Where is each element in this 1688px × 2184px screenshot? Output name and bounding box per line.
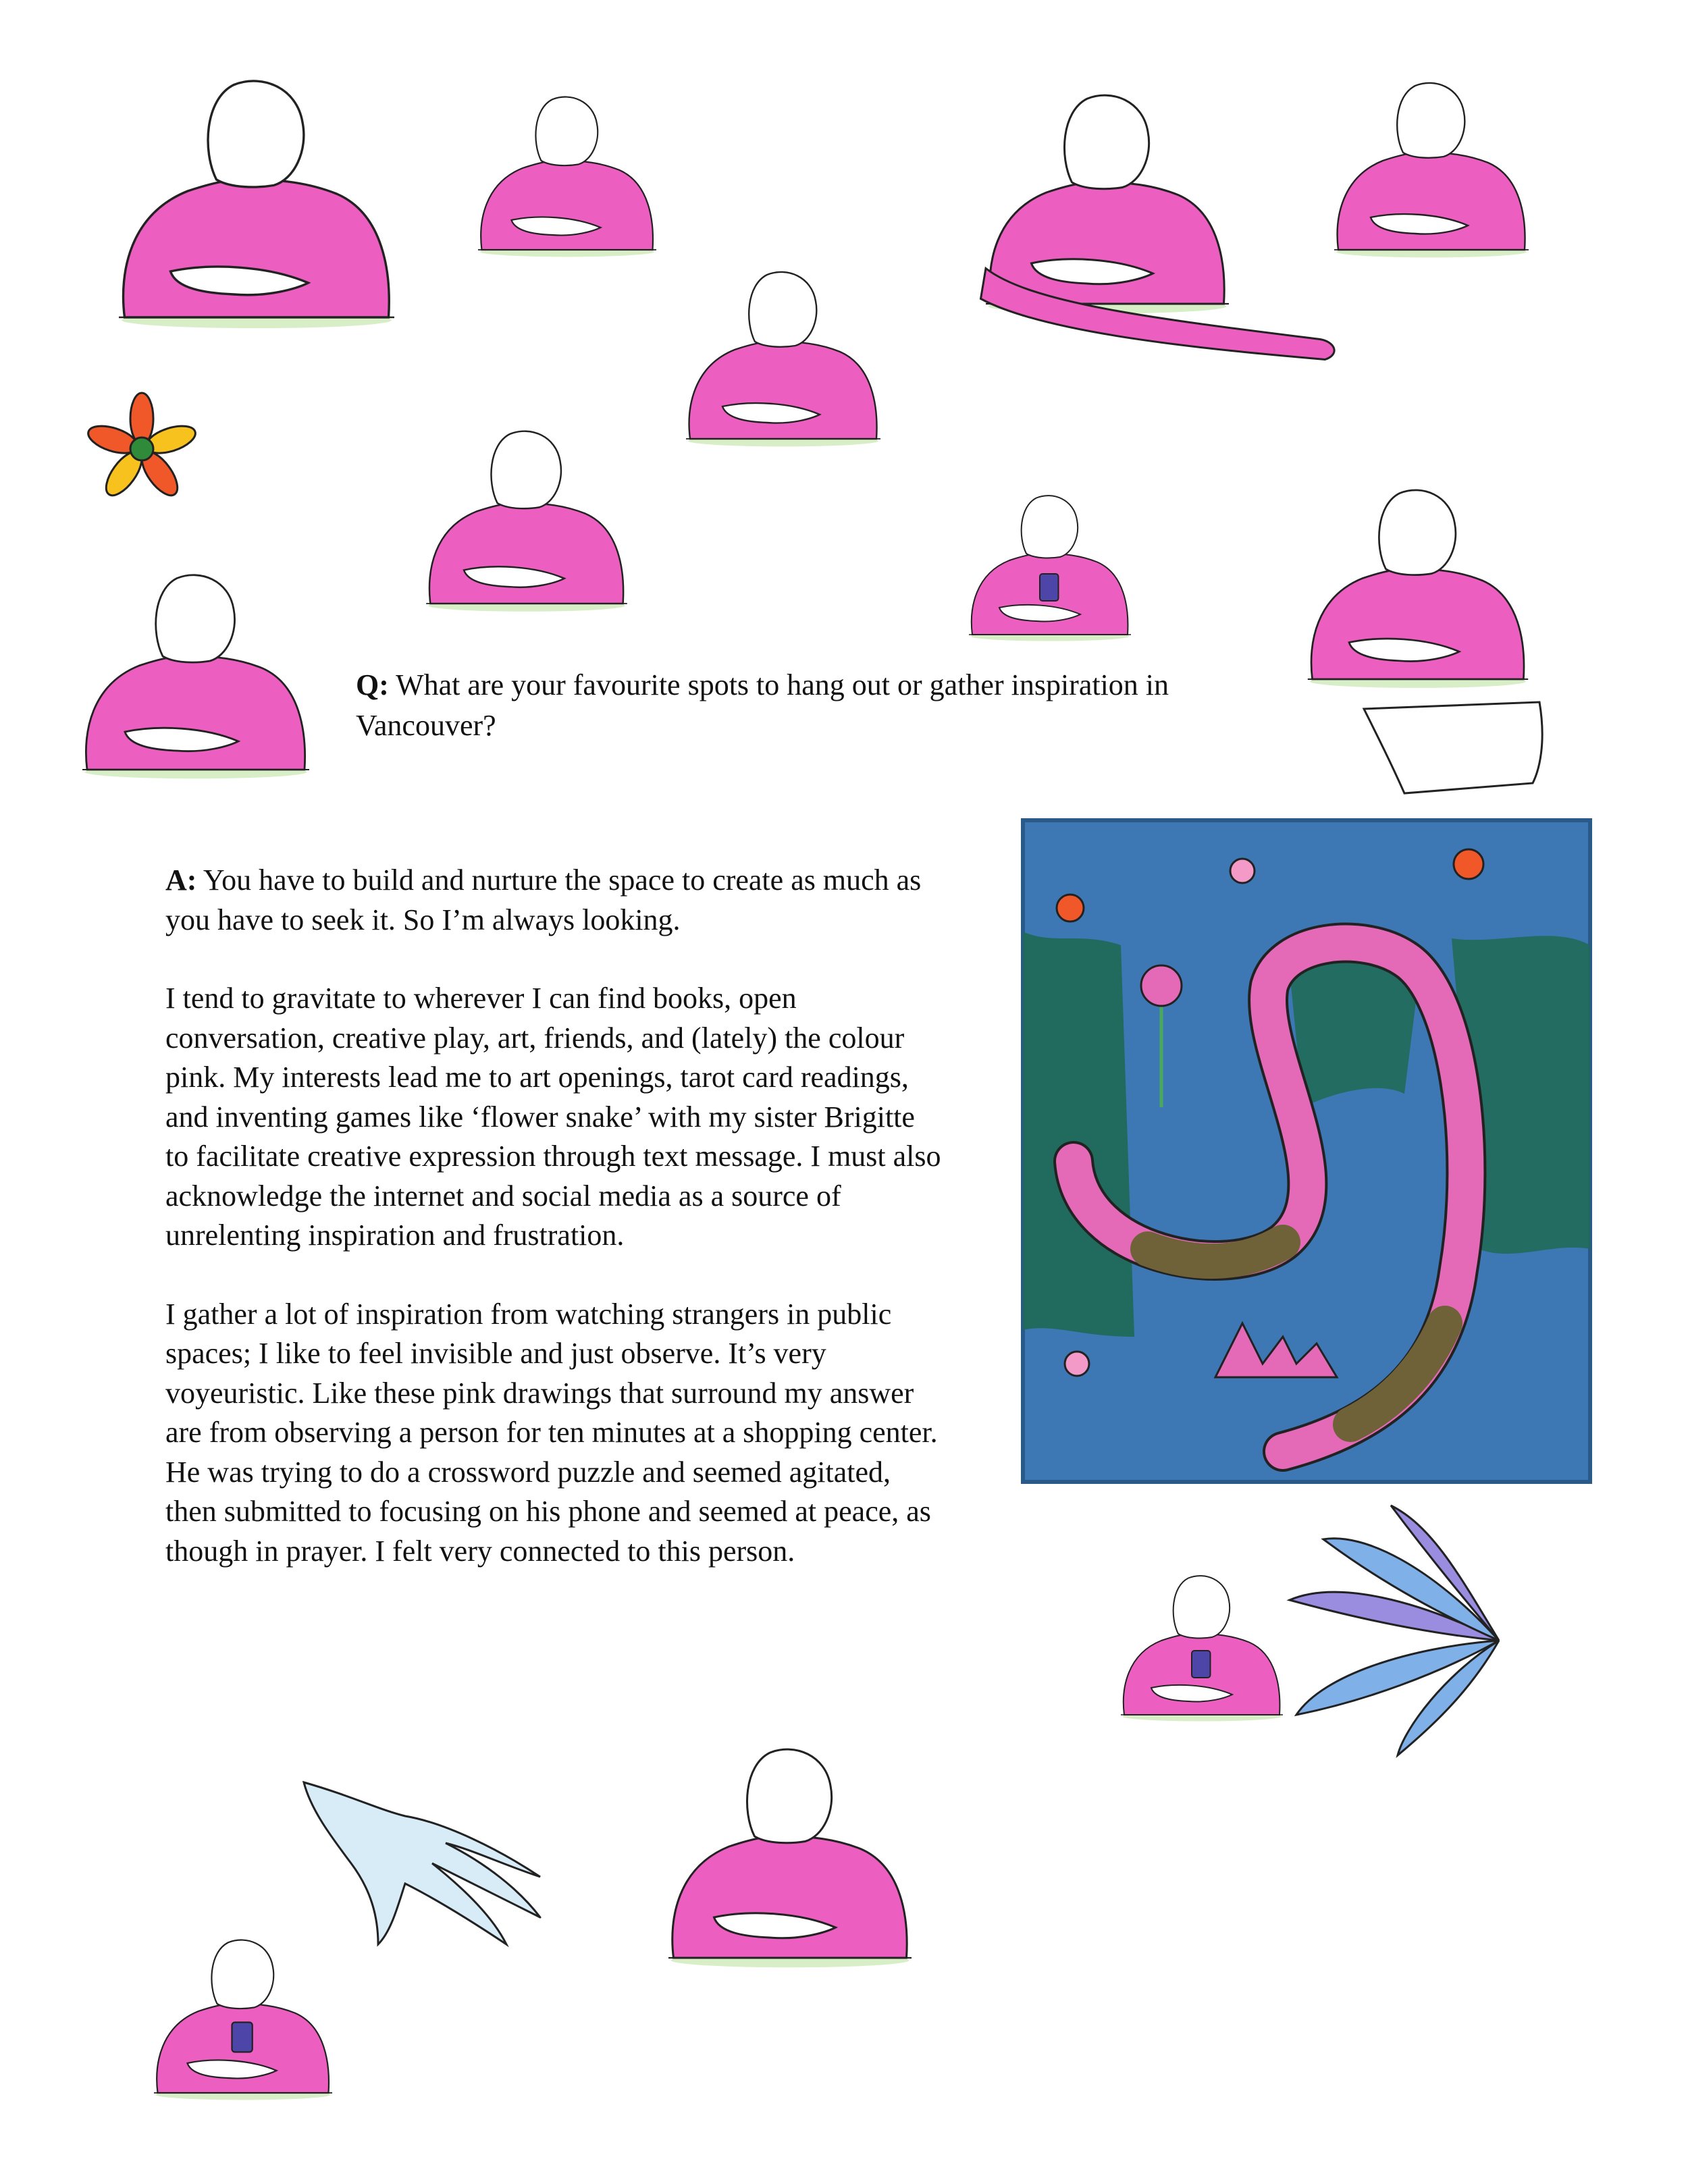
- answer-label: A:: [165, 863, 197, 897]
- pink-figure-3: [686, 272, 880, 446]
- pink-figure-1: [119, 81, 394, 328]
- answer: [165, 861, 942, 1610]
- pink-figure-5: [1334, 83, 1529, 257]
- pink-figure-11: [668, 1749, 912, 1967]
- pink-figure-6: [426, 431, 627, 612]
- flower-drawing: [85, 393, 199, 501]
- pink-figure-8: [1308, 490, 1528, 688]
- answer-paragraph-1-text: You have to build and nurture the space to create as much as you have to seek it. So I’m always looking.: [165, 863, 922, 936]
- pink-figure-9: [82, 575, 309, 779]
- pink-figure-12: [154, 1940, 332, 2100]
- question-label: Q:: [356, 668, 389, 701]
- pink-figure-10: [1121, 1576, 1283, 1721]
- paper-sketch: [1364, 702, 1542, 793]
- answer-paragraph-2: I tend to gravitate to wherever I can find books, open conversation, creative play, art, friends, and (lately) the colour pink. My interests lead me to art openings, tarot card readings, and inventing games like ‘flower snake’ with my sister Brigitte to facilitate creative expression through text message. I must also acknowledge the internet and social media as a source of unrelenting inspiration and frustration.: [165, 982, 941, 1252]
- feather-drawing: [1290, 1506, 1499, 1755]
- question: [356, 665, 1315, 746]
- answer-paragraph-1: [165, 861, 942, 940]
- question-text: What are your favourite spots to hang out or gather inspiration in Vancouver?: [356, 668, 1169, 742]
- pink-figure-2: [478, 97, 656, 257]
- hand-drawing: [304, 1782, 540, 1944]
- flower-snake-painting: [1023, 820, 1590, 1482]
- pink-figure-4: [981, 95, 1335, 359]
- answer-paragraph-3: I gather a lot of inspiration from watching strangers in public spaces; I like to feel invisible and just observe. It’s very voyeuristic. Like these pink drawings that surround my answer are from observing a person for ten minutes at a shopping center. He was trying to do a crossword puzzle and seemed agitated, then submitted to focusing on his phone and seemed at peace, as though in prayer. I felt very connected to this person.: [165, 1297, 938, 1568]
- pink-figure-7: [969, 496, 1131, 641]
